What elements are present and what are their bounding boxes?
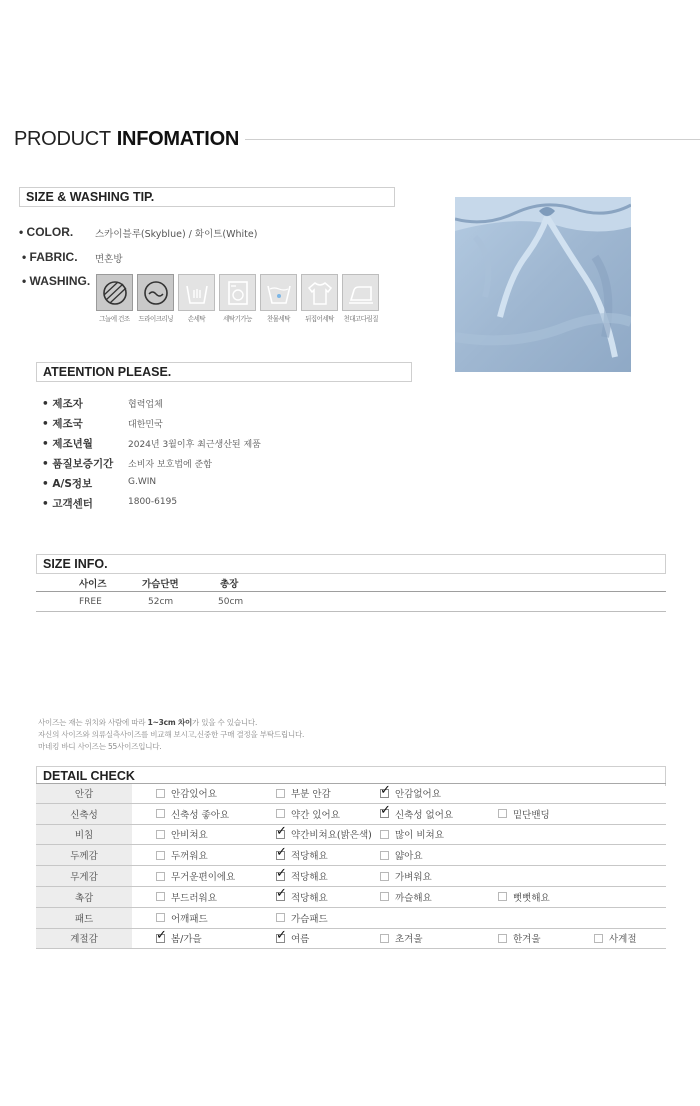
- attention-item-cs: [42, 496, 372, 510]
- detail-option-label: 밑단밴딩: [513, 809, 550, 821]
- neutral-wash-icon: [260, 274, 297, 311]
- detail-option-label: 가벼워요: [395, 872, 432, 884]
- detail-option-label: 적당해요: [291, 851, 328, 863]
- attention-title: ATEENTION PLEASE.: [36, 362, 412, 382]
- detail-option[interactable]: [156, 866, 235, 886]
- header-title-light: PRODUCT: [14, 127, 111, 150]
- detail-option-label: 부드러워요: [171, 892, 217, 904]
- detail-check-title: DETAIL CHECK: [36, 766, 666, 786]
- washing-caption: 찬물세탁: [266, 315, 291, 323]
- checkbox-checked[interactable]: [380, 809, 389, 818]
- hand-wash-icon: [178, 274, 215, 311]
- checkbox[interactable]: [380, 934, 389, 943]
- inside-out-wash-icon: [301, 274, 338, 311]
- detail-row-texture: [36, 887, 666, 908]
- detail-category: 패드: [36, 908, 132, 928]
- detail-option[interactable]: [380, 929, 423, 949]
- attention-label: • 제조년월: [42, 438, 93, 450]
- detail-option[interactable]: [276, 804, 340, 824]
- checkbox[interactable]: [156, 872, 165, 881]
- detail-option[interactable]: [276, 908, 328, 928]
- detail-option-label: 어깨패드: [171, 913, 208, 925]
- checkbox[interactable]: [498, 892, 507, 901]
- detail-option[interactable]: [594, 929, 637, 949]
- attention-label: • A/S정보: [42, 478, 93, 490]
- detail-option[interactable]: [276, 866, 328, 886]
- size-table-header: [36, 573, 666, 592]
- checkbox[interactable]: [594, 934, 603, 943]
- attention-item-as: [42, 476, 372, 490]
- detail-option[interactable]: [380, 804, 453, 824]
- note-text: 사이즈는 재는 위치와 사람에 따라: [38, 718, 148, 727]
- note-highlight: 1~3cm 차이: [147, 718, 193, 727]
- dry-clean-icon: [137, 274, 174, 311]
- washing-item-neutral-wash: [260, 274, 297, 324]
- detail-row-pad: [36, 908, 666, 929]
- detail-option-label: 두꺼워요: [171, 851, 208, 863]
- checkbox[interactable]: [380, 830, 389, 839]
- header-rule: [245, 139, 700, 140]
- detail-option[interactable]: [380, 784, 441, 803]
- washing-caption: 뒤집어세탁: [305, 315, 334, 323]
- attention-item-warranty: [42, 456, 372, 470]
- checkbox-checked[interactable]: [276, 851, 285, 860]
- checkbox[interactable]: [156, 809, 165, 818]
- checkbox[interactable]: [156, 789, 165, 798]
- checkbox[interactable]: [276, 913, 285, 922]
- detail-option[interactable]: [156, 845, 208, 865]
- product-information-header: [14, 125, 700, 153]
- cloth-iron-icon: [342, 274, 379, 311]
- product-photo: [455, 197, 631, 372]
- attention-label: • 품질보증기간: [42, 458, 114, 470]
- detail-option-label: 가슴패드: [291, 913, 328, 925]
- detail-row-season: [36, 929, 666, 950]
- color-value: 스카이블루(Skyblue) / 화이트(White): [95, 229, 258, 240]
- detail-option-label: 많이 비쳐요: [395, 830, 444, 842]
- size-table-row: [36, 593, 666, 612]
- detail-row-weight: [36, 866, 666, 887]
- detail-option[interactable]: [498, 804, 550, 824]
- detail-option[interactable]: [498, 887, 550, 907]
- detail-category: 계절감: [36, 929, 132, 949]
- attention-item-date: [42, 436, 372, 450]
- checkbox-checked[interactable]: [276, 934, 285, 943]
- washing-caption: 손세탁: [187, 315, 206, 323]
- detail-option-label: 안감없어요: [395, 789, 441, 801]
- detail-check-table: [36, 783, 666, 949]
- checkbox[interactable]: [380, 872, 389, 881]
- washing-item-hand-wash: [178, 274, 215, 324]
- size-header-size: 사이즈: [79, 579, 107, 590]
- detail-option-label: 약간비쳐요(밝은색): [291, 830, 372, 842]
- washing-item-washing-machine: [219, 274, 256, 324]
- attention-label: • 제조자: [42, 398, 83, 410]
- size-notes: [38, 717, 304, 753]
- washing-caption: 그늘에 건조: [99, 315, 130, 323]
- detail-category: 두께감: [36, 845, 132, 865]
- checkbox[interactable]: [276, 789, 285, 798]
- attention-value: 1800-6195: [128, 497, 178, 507]
- checkbox[interactable]: [276, 809, 285, 818]
- detail-option-label: 여름: [291, 934, 310, 946]
- detail-option[interactable]: [498, 929, 541, 949]
- detail-option[interactable]: [380, 825, 444, 845]
- detail-option[interactable]: [276, 929, 309, 949]
- washing-machine-icon: [219, 274, 256, 311]
- washing-item-inside-out: [301, 274, 338, 324]
- detail-option[interactable]: [276, 887, 328, 907]
- detail-option[interactable]: [156, 825, 208, 845]
- checkbox-checked[interactable]: [276, 892, 285, 901]
- size-cell-size: FREE: [79, 597, 102, 607]
- detail-row-sheerness: [36, 825, 666, 846]
- detail-category: 신축성: [36, 804, 132, 824]
- detail-category: 무게감: [36, 866, 132, 886]
- note-text: 가 있을 수 있습니다.: [192, 718, 258, 727]
- checkbox[interactable]: [156, 913, 165, 922]
- detail-option-label: 적당해요: [291, 892, 328, 904]
- detail-option-label: 봄/가을: [171, 934, 202, 946]
- checkbox-checked[interactable]: [156, 934, 165, 943]
- attention-value: G.WIN: [128, 477, 157, 487]
- detail-option[interactable]: [380, 866, 432, 886]
- detail-option-label: 까슬해요: [395, 892, 432, 904]
- detail-option-label: 안비쳐요: [171, 830, 208, 842]
- detail-option-label: 사계절: [609, 934, 637, 946]
- note-line-3: 마네킹 바디 사이즈는 55사이즈입니다.: [38, 742, 162, 751]
- detail-option[interactable]: [276, 845, 328, 865]
- checkbox[interactable]: [498, 809, 507, 818]
- detail-option-label: 신축성 없어요: [395, 809, 454, 821]
- detail-category: 비침: [36, 825, 132, 845]
- detail-row-thickness: [36, 845, 666, 866]
- detail-option-label: 안감있어요: [171, 789, 217, 801]
- washing-item-dry-clean: [137, 274, 174, 324]
- note-line-2: 자신의 사이즈와 의류실측사이즈를 비교해 보시고,신중한 구매 결정을 부탁드립니다.: [38, 730, 305, 739]
- fabric-label: • FABRIC.: [22, 250, 78, 264]
- attention-value: 대한민국: [128, 420, 163, 430]
- attention-value: 소비자 보호법에 준함: [128, 460, 212, 470]
- washing-caption: 세탁기가능: [223, 315, 252, 323]
- detail-category: 촉감: [36, 887, 132, 907]
- detail-option-label: 적당해요: [291, 872, 328, 884]
- shade-dry-icon: [96, 274, 133, 311]
- detail-option-label: 한겨울: [513, 934, 541, 946]
- washing-icons: [96, 274, 379, 324]
- washing-caption: 드라이크리닝: [138, 315, 174, 323]
- checkbox[interactable]: [498, 934, 507, 943]
- washing-caption: 천대고다림질: [343, 315, 379, 323]
- washing-item-cloth-iron: [342, 274, 379, 324]
- checkbox-checked[interactable]: [276, 830, 285, 839]
- detail-option[interactable]: [156, 908, 208, 928]
- detail-option[interactable]: [380, 887, 432, 907]
- detail-option[interactable]: [156, 804, 229, 824]
- attention-value: 2024년 3월이후 최근생산된 제품: [128, 440, 261, 450]
- detail-option[interactable]: [276, 825, 372, 845]
- attention-item-maker: [42, 396, 372, 410]
- detail-option-label: 무거운편이에요: [171, 872, 236, 884]
- attention-item-country: [42, 416, 372, 430]
- detail-category: 안감: [36, 784, 132, 803]
- detail-option-label: 뻣뻣해요: [513, 892, 550, 904]
- washing-item-shade-dry: [96, 274, 133, 324]
- detail-option[interactable]: [156, 929, 202, 949]
- detail-option-label: 초겨울: [395, 934, 423, 946]
- fabric-value: 면혼방: [95, 254, 123, 265]
- color-label: • COLOR.: [19, 225, 74, 239]
- checkbox-checked[interactable]: [276, 872, 285, 881]
- detail-option[interactable]: [156, 784, 217, 803]
- size-header-length: 총장: [220, 579, 239, 590]
- detail-option-label: 신축성 좋아요: [171, 809, 230, 821]
- checkbox-checked[interactable]: [380, 789, 389, 798]
- detail-option[interactable]: [156, 887, 217, 907]
- attention-label: • 제조국: [42, 418, 83, 430]
- size-header-chest: 가슴단면: [142, 579, 179, 590]
- detail-option-label: 얇아요: [395, 851, 423, 863]
- size-info-title: SIZE INFO.: [36, 554, 666, 574]
- checkbox[interactable]: [156, 830, 165, 839]
- detail-option-label: 부분 안감: [291, 789, 331, 801]
- checkbox[interactable]: [156, 892, 165, 901]
- checkbox[interactable]: [156, 851, 165, 860]
- detail-option[interactable]: [380, 845, 423, 865]
- washing-row: [22, 274, 102, 290]
- color-row: [19, 225, 419, 241]
- attention-label: • 고객센터: [42, 498, 93, 510]
- washing-label: • WASHING.: [22, 274, 91, 288]
- size-cell-length: 50cm: [218, 597, 244, 607]
- header-title-bold: INFOMATION: [116, 127, 239, 150]
- detail-option[interactable]: [276, 784, 331, 803]
- detail-row-lining: [36, 783, 666, 804]
- attention-value: 협력업체: [128, 400, 163, 410]
- detail-row-stretch: [36, 804, 666, 825]
- size-washing-title: SIZE & WASHING TIP.: [19, 187, 395, 207]
- checkbox[interactable]: [380, 851, 389, 860]
- fabric-row: [22, 250, 422, 266]
- detail-option-label: 약간 있어요: [291, 809, 340, 821]
- size-cell-chest: 52cm: [148, 597, 174, 607]
- checkbox[interactable]: [380, 892, 389, 901]
- note-line-1: [38, 717, 304, 729]
